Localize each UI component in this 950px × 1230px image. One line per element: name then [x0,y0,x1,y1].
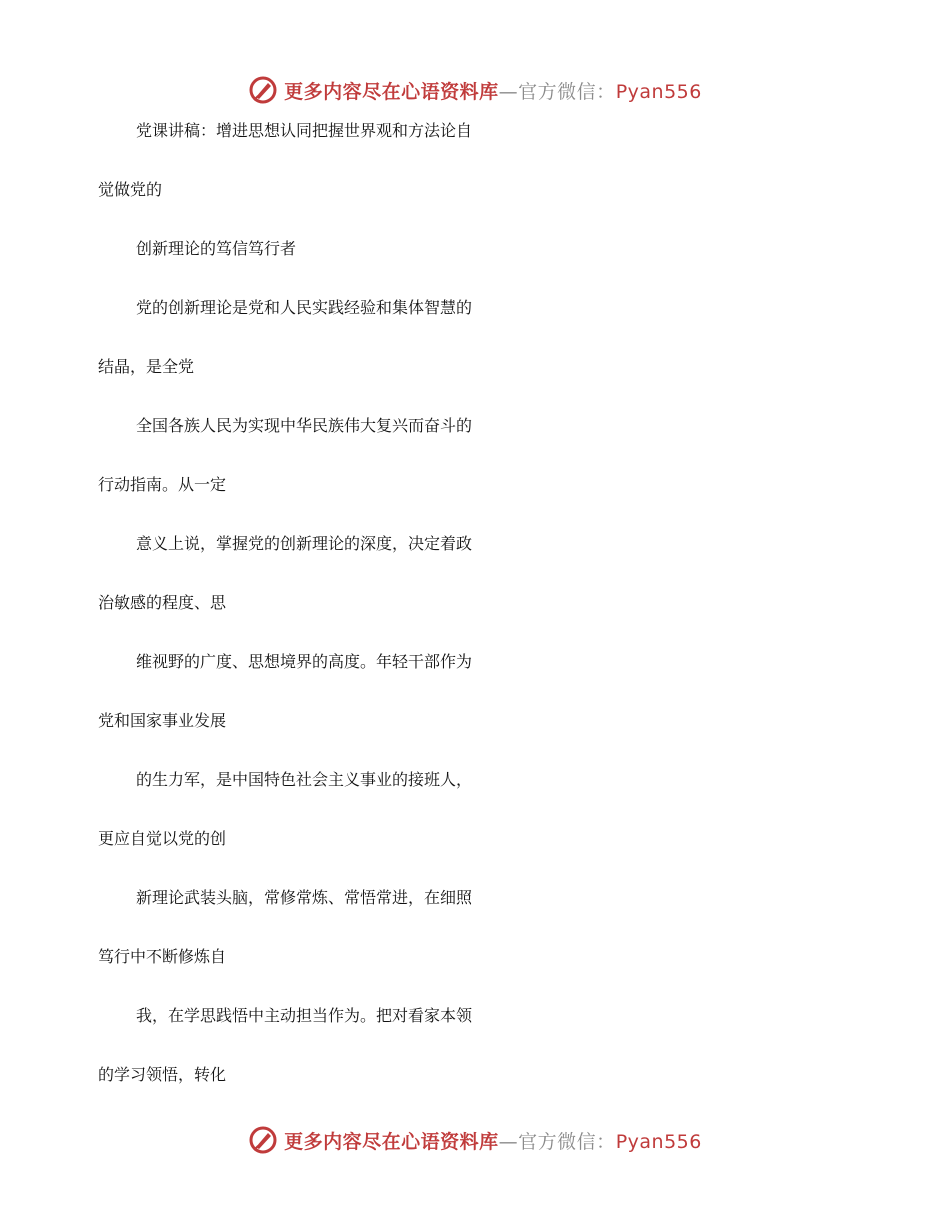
document-line: 创新理论的笃信笃行者 [136,239,297,258]
header-brand-text: 更多内容尽在心语资料库 [284,80,499,103]
document-line: 维视野的广度、思想境界的高度。年轻干部作为 [136,652,473,671]
header-label: 官方微信： [518,80,616,103]
document-line: 更应自觉以党的创 [98,829,227,848]
footer-separator: — [498,1130,519,1153]
document-line: 的生力军，是中国特色社会主义事业的接班人， [136,770,473,789]
header-banner [0,70,950,110]
document-line: 新理论武装头脑，常修常炼、常悟常进，在细照 [136,888,473,907]
header-separator: — [498,80,519,103]
document-body [98,118,858,1121]
document-line: 党课讲稿：增进思想认同把握世界观和方法论自 [136,121,473,140]
footer-banner [0,1120,950,1160]
document-line: 行动指南。从一定 [98,475,227,494]
header-banner-text [284,77,702,104]
footer-brand-text: 更多内容尽在心语资料库 [284,1130,499,1153]
quill-circle-logo-icon [248,75,278,105]
document-line: 全国各族人民为实现中华民族伟大复兴而奋斗的 [136,416,473,435]
document-line: 笃行中不断修炼自 [98,947,227,966]
footer-label: 官方微信： [518,1130,616,1153]
quill-circle-logo-icon [248,1125,278,1155]
document-line: 党和国家事业发展 [98,711,227,730]
footer-contact: Pyan556 [615,1130,702,1153]
document-line: 我，在学思践悟中主动担当作为。把对看家本领 [136,1006,473,1025]
document-line: 意义上说，掌握党的创新理论的深度，决定着政 [136,534,473,553]
document-line: 觉做党的 [98,180,163,199]
document-line: 治敏感的程度、思 [98,593,227,612]
document-line: 党的创新理论是党和人民实践经验和集体智慧的 [136,298,473,317]
footer-banner-text [284,1127,702,1154]
header-contact: Pyan556 [615,80,702,103]
document-line: 的学习领悟，转化 [98,1065,227,1084]
document-line: 结晶，是全党 [98,357,195,376]
